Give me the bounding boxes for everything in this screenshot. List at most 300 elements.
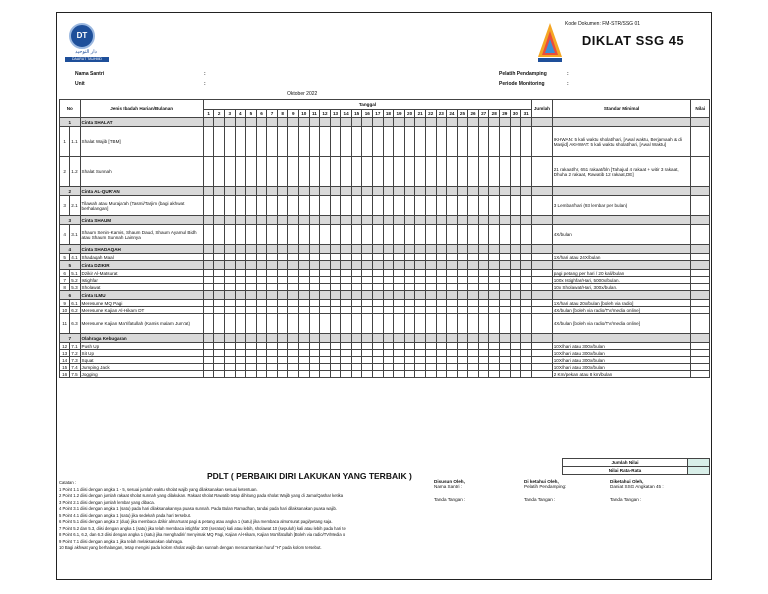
day-cell[interactable] [277, 196, 288, 216]
day-cell[interactable] [309, 284, 320, 291]
day-cell[interactable] [362, 357, 373, 364]
day-cell[interactable] [447, 254, 458, 261]
day-cell[interactable] [478, 196, 489, 216]
day-cell[interactable] [299, 343, 310, 350]
day-cell[interactable] [341, 196, 352, 216]
day-cell[interactable] [404, 364, 415, 371]
day-cell[interactable] [246, 127, 257, 157]
day-cell[interactable] [436, 225, 447, 245]
rata-rata-field[interactable] [688, 467, 710, 475]
day-cell[interactable] [510, 277, 521, 284]
day-cell[interactable] [447, 357, 458, 364]
nilai-cell[interactable] [691, 314, 710, 334]
day-cell[interactable] [436, 343, 447, 350]
day-cell[interactable] [330, 364, 341, 371]
day-cell[interactable] [351, 371, 362, 378]
day-cell[interactable] [277, 371, 288, 378]
day-cell[interactable] [447, 284, 458, 291]
day-cell[interactable] [214, 270, 225, 277]
day-cell[interactable] [489, 196, 500, 216]
day-cell[interactable] [404, 371, 415, 378]
day-cell[interactable] [235, 371, 246, 378]
day-cell[interactable] [277, 307, 288, 314]
day-cell[interactable] [309, 371, 320, 378]
day-cell[interactable] [330, 307, 341, 314]
day-cell[interactable] [383, 343, 394, 350]
day-cell[interactable] [500, 357, 511, 364]
day-cell[interactable] [256, 364, 267, 371]
day-cell[interactable] [320, 196, 331, 216]
day-cell[interactable] [394, 307, 405, 314]
day-cell[interactable] [267, 350, 278, 357]
day-cell[interactable] [299, 357, 310, 364]
day-cell[interactable] [362, 350, 373, 357]
day-cell[interactable] [436, 157, 447, 187]
day-cell[interactable] [267, 371, 278, 378]
day-cell[interactable] [425, 254, 436, 261]
day-cell[interactable] [468, 357, 479, 364]
day-cell[interactable] [425, 196, 436, 216]
day-cell[interactable] [309, 364, 320, 371]
day-cell[interactable] [425, 357, 436, 364]
day-cell[interactable] [447, 343, 458, 350]
day-cell[interactable] [521, 196, 532, 216]
day-cell[interactable] [415, 343, 426, 350]
day-cell[interactable] [510, 314, 521, 334]
day-cell[interactable] [415, 196, 426, 216]
day-cell[interactable] [383, 157, 394, 187]
day-cell[interactable] [521, 314, 532, 334]
day-cell[interactable] [277, 364, 288, 371]
day-cell[interactable] [436, 364, 447, 371]
day-cell[interactable] [214, 307, 225, 314]
day-cell[interactable] [489, 277, 500, 284]
day-cell[interactable] [235, 157, 246, 187]
day-cell[interactable] [277, 225, 288, 245]
day-cell[interactable] [373, 254, 384, 261]
day-cell[interactable] [521, 284, 532, 291]
day-cell[interactable] [267, 307, 278, 314]
day-cell[interactable] [415, 357, 426, 364]
day-cell[interactable] [235, 314, 246, 334]
day-cell[interactable] [203, 357, 214, 364]
day-cell[interactable] [404, 225, 415, 245]
day-cell[interactable] [447, 371, 458, 378]
jumlah-cell[interactable] [532, 371, 553, 378]
day-cell[interactable] [436, 284, 447, 291]
day-cell[interactable] [500, 225, 511, 245]
day-cell[interactable] [510, 357, 521, 364]
day-cell[interactable] [351, 350, 362, 357]
day-cell[interactable] [436, 300, 447, 307]
day-cell[interactable] [299, 364, 310, 371]
day-cell[interactable] [457, 157, 468, 187]
day-cell[interactable] [299, 270, 310, 277]
day-cell[interactable] [478, 350, 489, 357]
day-cell[interactable] [235, 127, 246, 157]
day-cell[interactable] [404, 357, 415, 364]
day-cell[interactable] [489, 270, 500, 277]
day-cell[interactable] [394, 277, 405, 284]
day-cell[interactable] [500, 300, 511, 307]
day-cell[interactable] [214, 196, 225, 216]
day-cell[interactable] [362, 364, 373, 371]
day-cell[interactable] [246, 196, 257, 216]
day-cell[interactable] [351, 284, 362, 291]
day-cell[interactable] [415, 371, 426, 378]
day-cell[interactable] [404, 350, 415, 357]
day-cell[interactable] [457, 314, 468, 334]
day-cell[interactable] [330, 277, 341, 284]
day-cell[interactable] [521, 371, 532, 378]
jumlah-cell[interactable] [532, 277, 553, 284]
day-cell[interactable] [447, 225, 458, 245]
day-cell[interactable] [478, 277, 489, 284]
day-cell[interactable] [447, 364, 458, 371]
day-cell[interactable] [478, 307, 489, 314]
day-cell[interactable] [500, 127, 511, 157]
day-cell[interactable] [457, 300, 468, 307]
day-cell[interactable] [478, 284, 489, 291]
day-cell[interactable] [394, 284, 405, 291]
day-cell[interactable] [256, 314, 267, 334]
day-cell[interactable] [235, 350, 246, 357]
day-cell[interactable] [299, 371, 310, 378]
day-cell[interactable] [362, 343, 373, 350]
day-cell[interactable] [330, 157, 341, 187]
jumlah-cell[interactable] [532, 343, 553, 350]
nilai-cell[interactable] [691, 300, 710, 307]
day-cell[interactable] [436, 357, 447, 364]
day-cell[interactable] [447, 307, 458, 314]
day-cell[interactable] [267, 314, 278, 334]
day-cell[interactable] [341, 270, 352, 277]
day-cell[interactable] [320, 314, 331, 334]
day-cell[interactable] [224, 225, 235, 245]
day-cell[interactable] [489, 314, 500, 334]
day-cell[interactable] [341, 343, 352, 350]
day-cell[interactable] [394, 270, 405, 277]
day-cell[interactable] [383, 254, 394, 261]
day-cell[interactable] [267, 357, 278, 364]
day-cell[interactable] [351, 343, 362, 350]
day-cell[interactable] [299, 314, 310, 334]
day-cell[interactable] [351, 270, 362, 277]
day-cell[interactable] [214, 284, 225, 291]
day-cell[interactable] [500, 364, 511, 371]
day-cell[interactable] [521, 357, 532, 364]
day-cell[interactable] [320, 307, 331, 314]
day-cell[interactable] [521, 343, 532, 350]
day-cell[interactable] [267, 364, 278, 371]
day-cell[interactable] [214, 127, 225, 157]
day-cell[interactable] [203, 127, 214, 157]
day-cell[interactable] [468, 300, 479, 307]
day-cell[interactable] [256, 127, 267, 157]
day-cell[interactable] [447, 350, 458, 357]
day-cell[interactable] [330, 270, 341, 277]
day-cell[interactable] [468, 225, 479, 245]
day-cell[interactable] [457, 284, 468, 291]
jumlah-cell[interactable] [532, 357, 553, 364]
day-cell[interactable] [373, 127, 384, 157]
day-cell[interactable] [510, 300, 521, 307]
day-cell[interactable] [256, 196, 267, 216]
day-cell[interactable] [288, 270, 299, 277]
day-cell[interactable] [436, 307, 447, 314]
day-cell[interactable] [521, 127, 532, 157]
day-cell[interactable] [320, 371, 331, 378]
day-cell[interactable] [267, 277, 278, 284]
day-cell[interactable] [404, 196, 415, 216]
day-cell[interactable] [203, 225, 214, 245]
day-cell[interactable] [277, 270, 288, 277]
day-cell[interactable] [404, 314, 415, 334]
day-cell[interactable] [309, 225, 320, 245]
day-cell[interactable] [521, 157, 532, 187]
day-cell[interactable] [394, 371, 405, 378]
day-cell[interactable] [341, 357, 352, 364]
day-cell[interactable] [235, 277, 246, 284]
day-cell[interactable] [235, 270, 246, 277]
day-cell[interactable] [362, 157, 373, 187]
jumlah-cell[interactable] [532, 364, 553, 371]
day-cell[interactable] [478, 254, 489, 261]
day-cell[interactable] [447, 196, 458, 216]
day-cell[interactable] [383, 277, 394, 284]
day-cell[interactable] [425, 127, 436, 157]
day-cell[interactable] [214, 364, 225, 371]
day-cell[interactable] [362, 196, 373, 216]
day-cell[interactable] [267, 270, 278, 277]
day-cell[interactable] [246, 254, 257, 261]
day-cell[interactable] [246, 371, 257, 378]
day-cell[interactable] [404, 307, 415, 314]
day-cell[interactable] [351, 225, 362, 245]
day-cell[interactable] [373, 307, 384, 314]
day-cell[interactable] [256, 300, 267, 307]
jumlah-nilai-field[interactable] [688, 459, 710, 467]
day-cell[interactable] [309, 343, 320, 350]
day-cell[interactable] [246, 343, 257, 350]
day-cell[interactable] [267, 343, 278, 350]
day-cell[interactable] [224, 157, 235, 187]
day-cell[interactable] [288, 350, 299, 357]
day-cell[interactable] [256, 270, 267, 277]
jumlah-cell[interactable] [532, 254, 553, 261]
day-cell[interactable] [235, 284, 246, 291]
day-cell[interactable] [330, 127, 341, 157]
jumlah-cell[interactable] [532, 350, 553, 357]
day-cell[interactable] [510, 371, 521, 378]
day-cell[interactable] [235, 300, 246, 307]
day-cell[interactable] [351, 196, 362, 216]
day-cell[interactable] [309, 300, 320, 307]
jumlah-cell[interactable] [532, 284, 553, 291]
day-cell[interactable] [425, 371, 436, 378]
day-cell[interactable] [373, 277, 384, 284]
day-cell[interactable] [288, 364, 299, 371]
day-cell[interactable] [288, 357, 299, 364]
day-cell[interactable] [224, 127, 235, 157]
day-cell[interactable] [489, 127, 500, 157]
day-cell[interactable] [404, 127, 415, 157]
day-cell[interactable] [415, 254, 426, 261]
day-cell[interactable] [510, 127, 521, 157]
day-cell[interactable] [489, 225, 500, 245]
day-cell[interactable] [415, 127, 426, 157]
day-cell[interactable] [224, 307, 235, 314]
day-cell[interactable] [224, 364, 235, 371]
day-cell[interactable] [320, 225, 331, 245]
day-cell[interactable] [362, 270, 373, 277]
day-cell[interactable] [468, 371, 479, 378]
day-cell[interactable] [489, 157, 500, 187]
day-cell[interactable] [383, 196, 394, 216]
day-cell[interactable] [478, 343, 489, 350]
day-cell[interactable] [224, 277, 235, 284]
day-cell[interactable] [214, 343, 225, 350]
day-cell[interactable] [224, 284, 235, 291]
day-cell[interactable] [341, 371, 352, 378]
day-cell[interactable] [425, 157, 436, 187]
day-cell[interactable] [383, 364, 394, 371]
day-cell[interactable] [394, 254, 405, 261]
day-cell[interactable] [320, 157, 331, 187]
day-cell[interactable] [341, 314, 352, 334]
day-cell[interactable] [373, 196, 384, 216]
day-cell[interactable] [320, 343, 331, 350]
day-cell[interactable] [246, 277, 257, 284]
day-cell[interactable] [277, 343, 288, 350]
day-cell[interactable] [203, 314, 214, 334]
day-cell[interactable] [288, 284, 299, 291]
nilai-cell[interactable] [691, 270, 710, 277]
day-cell[interactable] [267, 196, 278, 216]
day-cell[interactable] [383, 270, 394, 277]
day-cell[interactable] [341, 127, 352, 157]
day-cell[interactable] [404, 284, 415, 291]
day-cell[interactable] [436, 350, 447, 357]
day-cell[interactable] [288, 157, 299, 187]
day-cell[interactable] [436, 270, 447, 277]
day-cell[interactable] [330, 350, 341, 357]
day-cell[interactable] [224, 196, 235, 216]
day-cell[interactable] [362, 277, 373, 284]
day-cell[interactable] [457, 371, 468, 378]
day-cell[interactable] [489, 300, 500, 307]
day-cell[interactable] [277, 314, 288, 334]
day-cell[interactable] [203, 277, 214, 284]
day-cell[interactable] [415, 270, 426, 277]
day-cell[interactable] [224, 270, 235, 277]
day-cell[interactable] [478, 357, 489, 364]
day-cell[interactable] [478, 300, 489, 307]
day-cell[interactable] [267, 225, 278, 245]
jumlah-cell[interactable] [532, 127, 553, 157]
day-cell[interactable] [500, 307, 511, 314]
day-cell[interactable] [309, 350, 320, 357]
day-cell[interactable] [214, 350, 225, 357]
day-cell[interactable] [203, 364, 214, 371]
day-cell[interactable] [394, 157, 405, 187]
day-cell[interactable] [373, 284, 384, 291]
day-cell[interactable] [256, 254, 267, 261]
day-cell[interactable] [341, 254, 352, 261]
day-cell[interactable] [468, 127, 479, 157]
day-cell[interactable] [478, 371, 489, 378]
day-cell[interactable] [299, 196, 310, 216]
day-cell[interactable] [489, 284, 500, 291]
day-cell[interactable] [351, 357, 362, 364]
day-cell[interactable] [330, 357, 341, 364]
day-cell[interactable] [383, 371, 394, 378]
day-cell[interactable] [383, 127, 394, 157]
day-cell[interactable] [521, 225, 532, 245]
day-cell[interactable] [436, 196, 447, 216]
day-cell[interactable] [256, 343, 267, 350]
day-cell[interactable] [341, 157, 352, 187]
day-cell[interactable] [277, 350, 288, 357]
day-cell[interactable] [267, 300, 278, 307]
day-cell[interactable] [415, 350, 426, 357]
day-cell[interactable] [256, 307, 267, 314]
day-cell[interactable] [320, 270, 331, 277]
day-cell[interactable] [288, 371, 299, 378]
day-cell[interactable] [224, 343, 235, 350]
day-cell[interactable] [362, 314, 373, 334]
day-cell[interactable] [373, 343, 384, 350]
day-cell[interactable] [362, 307, 373, 314]
day-cell[interactable] [468, 314, 479, 334]
day-cell[interactable] [457, 307, 468, 314]
jumlah-cell[interactable] [532, 300, 553, 307]
day-cell[interactable] [457, 225, 468, 245]
day-cell[interactable] [394, 300, 405, 307]
day-cell[interactable] [277, 300, 288, 307]
day-cell[interactable] [341, 225, 352, 245]
day-cell[interactable] [330, 196, 341, 216]
day-cell[interactable] [447, 300, 458, 307]
day-cell[interactable] [299, 225, 310, 245]
day-cell[interactable] [383, 314, 394, 334]
day-cell[interactable] [383, 300, 394, 307]
day-cell[interactable] [373, 314, 384, 334]
day-cell[interactable] [341, 284, 352, 291]
day-cell[interactable] [320, 284, 331, 291]
jumlah-cell[interactable] [532, 270, 553, 277]
day-cell[interactable] [436, 314, 447, 334]
day-cell[interactable] [500, 350, 511, 357]
day-cell[interactable] [489, 357, 500, 364]
day-cell[interactable] [267, 157, 278, 187]
jumlah-cell[interactable] [532, 225, 553, 245]
day-cell[interactable] [373, 357, 384, 364]
day-cell[interactable] [214, 157, 225, 187]
day-cell[interactable] [203, 307, 214, 314]
nilai-cell[interactable] [691, 225, 710, 245]
day-cell[interactable] [235, 357, 246, 364]
day-cell[interactable] [203, 157, 214, 187]
day-cell[interactable] [320, 350, 331, 357]
day-cell[interactable] [299, 277, 310, 284]
day-cell[interactable] [235, 364, 246, 371]
day-cell[interactable] [203, 284, 214, 291]
day-cell[interactable] [299, 307, 310, 314]
day-cell[interactable] [425, 307, 436, 314]
day-cell[interactable] [447, 277, 458, 284]
day-cell[interactable] [404, 270, 415, 277]
